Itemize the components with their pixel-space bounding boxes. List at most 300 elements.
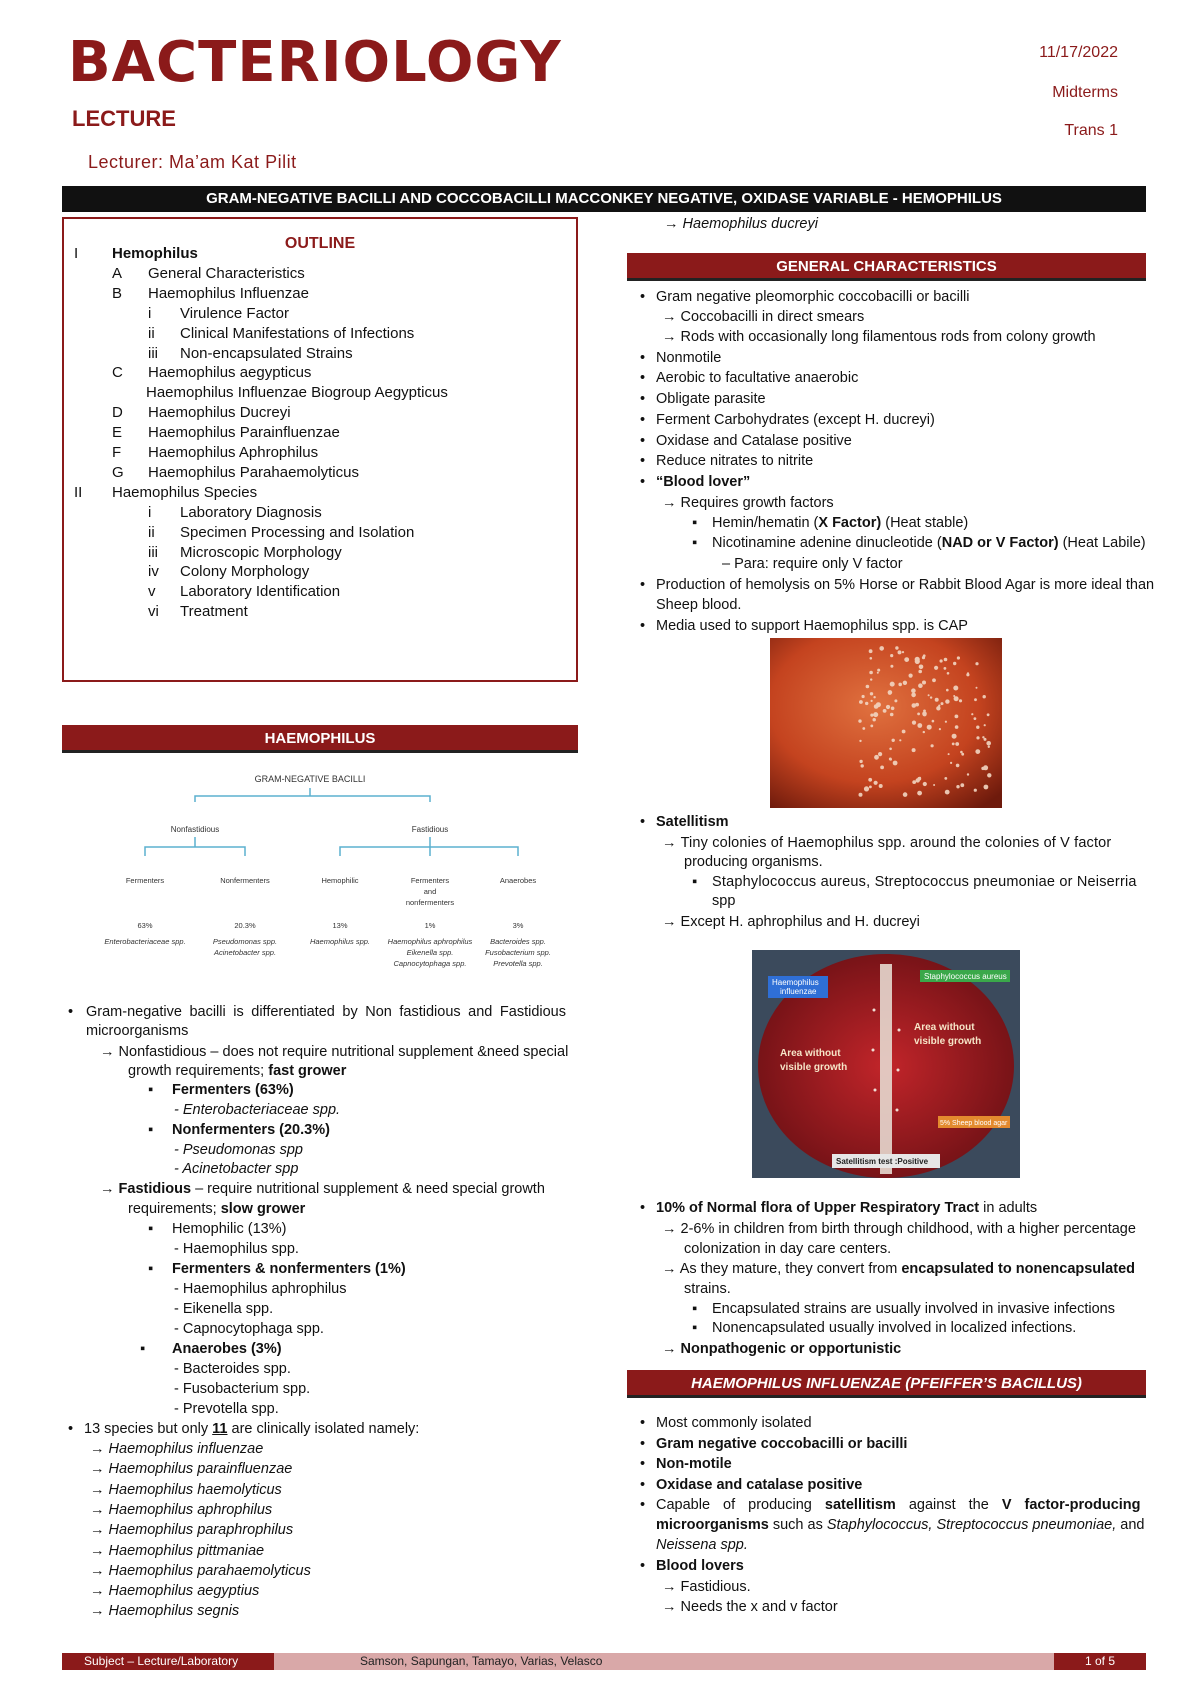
outline-number: E bbox=[112, 424, 123, 442]
bullet-glyph bbox=[692, 1300, 697, 1319]
nonfermenters bbox=[172, 1121, 330, 1140]
colony bbox=[862, 695, 865, 698]
text-fragment: Nonmotile bbox=[656, 350, 722, 366]
colony bbox=[859, 793, 863, 797]
text-fragment: Nicotinamine adenine dinucleotide ( bbox=[712, 535, 942, 551]
outline-item bbox=[64, 404, 564, 423]
diagram-left-branch: Nonfastidious bbox=[170, 825, 220, 834]
outline-number: B bbox=[112, 284, 123, 302]
text-fragment: Neissena spp. bbox=[656, 1537, 748, 1553]
colony bbox=[940, 659, 943, 662]
colony bbox=[915, 657, 920, 662]
flora-sub bbox=[662, 1340, 901, 1359]
colony bbox=[923, 782, 927, 786]
char-item bbox=[656, 617, 968, 636]
colony bbox=[922, 681, 926, 685]
colony bbox=[931, 744, 934, 747]
outline-item bbox=[64, 464, 564, 483]
char-item bbox=[656, 473, 750, 492]
outline-number: A bbox=[112, 264, 123, 282]
text-fragment: Production of hemolysis on 5% Horse or Rabbit Blood Agar is more ideal than bbox=[656, 577, 1155, 593]
text-fragment: → Tiny colonies of Haemophilus spp. around the colonies of V factor bbox=[662, 835, 1112, 851]
colony bbox=[974, 789, 977, 792]
colony bbox=[919, 777, 921, 779]
text-fragment: Fermenters (63%) bbox=[172, 1082, 294, 1098]
bullet-glyph bbox=[148, 1220, 153, 1239]
colony bbox=[858, 719, 861, 722]
species-item bbox=[90, 1481, 282, 1500]
text-fragment: encapsulated to nonencapsulated bbox=[901, 1261, 1136, 1277]
diagram-leaf-example: Acinetobacter spp. bbox=[213, 948, 277, 957]
colony bbox=[945, 790, 950, 795]
text-fragment: Blood lovers bbox=[656, 1558, 744, 1574]
colony bbox=[982, 736, 984, 738]
colony bbox=[883, 709, 887, 713]
text-fragment: colonization in day care centers. bbox=[684, 1241, 892, 1257]
char-item bbox=[656, 288, 970, 307]
colony bbox=[946, 689, 949, 692]
colony bbox=[870, 714, 873, 717]
text-fragment: X Factor) bbox=[818, 515, 882, 531]
diagram-leaf-example: Haemophilus spp. bbox=[309, 937, 371, 946]
text-fragment: Haemophilus parahaemolyticus bbox=[108, 1562, 311, 1579]
text-fragment: → As they mature, they convert from bbox=[662, 1261, 902, 1277]
exam: Midterms bbox=[1052, 84, 1118, 101]
label-area-line2: visible growth bbox=[780, 1062, 848, 1073]
sat-sub bbox=[662, 913, 920, 932]
bullet-glyph bbox=[68, 1003, 73, 1022]
text-fragment: → Needs the x and v factor bbox=[662, 1599, 838, 1615]
flora-sub2 bbox=[712, 1300, 1115, 1319]
label-test-result: Satellitism test :Positive bbox=[836, 1157, 929, 1166]
colony bbox=[933, 784, 935, 786]
diagram-leaf-percent: 13% bbox=[332, 921, 348, 930]
text-fragment: - Fusobacterium spp. bbox=[174, 1381, 311, 1397]
outline-item bbox=[64, 345, 564, 364]
species-intro bbox=[84, 1420, 419, 1439]
colony bbox=[898, 650, 902, 654]
outline-item bbox=[64, 265, 564, 284]
colony bbox=[865, 702, 868, 705]
text-fragment: Haemophilus paraphrophilus bbox=[108, 1522, 294, 1539]
hi-item bbox=[656, 1435, 907, 1454]
colony bbox=[956, 764, 960, 768]
text-fragment: V factor-producing bbox=[1001, 1497, 1141, 1513]
bullet-glyph bbox=[640, 432, 645, 451]
colony bbox=[868, 778, 872, 782]
text-fragment: Oxidase and Catalase positive bbox=[656, 433, 852, 449]
bullet-glyph bbox=[640, 473, 645, 492]
text-fragment: Gram negative coccobacilli or bacilli bbox=[656, 1436, 908, 1452]
bullet-glyph bbox=[68, 1420, 73, 1439]
colony bbox=[870, 725, 873, 728]
date: 11/17/2022 bbox=[1039, 44, 1118, 61]
example bbox=[174, 1101, 340, 1120]
text-fragment: Staphylococcus aureus, Streptococcus pneumoniae or Neiserria bbox=[712, 874, 1137, 890]
colony bbox=[955, 715, 959, 719]
outline-number: iii bbox=[148, 344, 158, 362]
text-fragment: producing organisms. bbox=[684, 854, 823, 870]
outline-item bbox=[64, 603, 564, 622]
outline-title: OUTLINE bbox=[284, 235, 356, 252]
nonfastidious-line bbox=[128, 1062, 346, 1081]
h-influenzae-header: HAEMOPHILUS INFLUENZAE (PFEIFFER’S BACILLUS) bbox=[627, 1370, 1146, 1398]
text-fragment: - Bacteroides spp. bbox=[174, 1361, 291, 1377]
page-title: BACTERIOLOGY bbox=[68, 30, 562, 95]
text-fragment: → bbox=[90, 1461, 105, 1478]
flora-sub bbox=[662, 1260, 1135, 1279]
text-fragment: → bbox=[90, 1603, 105, 1620]
species-item bbox=[90, 1440, 263, 1459]
fastidious-line bbox=[128, 1200, 305, 1219]
ducreyi-line bbox=[664, 215, 818, 234]
colony bbox=[902, 651, 904, 653]
diagram-leaf-example: Haemophilus aphrophilus bbox=[387, 937, 473, 946]
footer-page: 1 of 5 bbox=[1054, 1653, 1146, 1670]
diagram-leaf-example: Enterobacteriaceae spp. bbox=[104, 937, 186, 946]
satellitism bbox=[656, 813, 729, 832]
colony bbox=[974, 717, 977, 720]
outline-item bbox=[64, 325, 564, 344]
colony bbox=[904, 657, 909, 662]
text-fragment: Haemophilus parainfluenzae bbox=[108, 1461, 293, 1478]
colony bbox=[956, 785, 959, 788]
colony bbox=[953, 662, 956, 665]
bullet-glyph bbox=[640, 1557, 645, 1576]
outline-text: Haemophilus aegypticus bbox=[148, 364, 312, 382]
text-fragment: Haemophilus influenzae bbox=[108, 1441, 264, 1457]
text-fragment: → Nonfastidious – does not require nutritional supplement &need special bbox=[100, 1044, 569, 1060]
text-fragment: microorganisms bbox=[656, 1517, 769, 1533]
outline-text: Treatment bbox=[180, 603, 248, 621]
text-fragment: Satellitism bbox=[656, 814, 729, 830]
colony bbox=[861, 764, 864, 767]
colony bbox=[960, 783, 964, 787]
outline-text: Clinical Manifestations of Infections bbox=[180, 324, 415, 342]
text-fragment: → Rods with occasionally long filamentous rods from colony growth bbox=[662, 329, 1096, 345]
outline-number: vi bbox=[148, 603, 159, 621]
diagram-leaf-example: Prevotella spp. bbox=[493, 959, 543, 968]
outline-number: i bbox=[148, 304, 152, 322]
bullet-glyph bbox=[640, 390, 645, 409]
outline-item bbox=[64, 484, 564, 503]
diagram-leaf-percent: 1% bbox=[424, 921, 436, 930]
text-fragment: Oxidase and catalase positive bbox=[656, 1477, 863, 1493]
example bbox=[174, 1240, 299, 1259]
char-sub bbox=[662, 328, 1096, 347]
bullet-glyph bbox=[640, 617, 645, 636]
bullet-glyph bbox=[640, 369, 645, 388]
bullet-glyph bbox=[148, 1121, 153, 1140]
char-sub3 bbox=[722, 555, 903, 574]
colony bbox=[888, 692, 891, 695]
colony bbox=[930, 696, 932, 698]
colony bbox=[939, 728, 941, 730]
char-item bbox=[656, 596, 741, 615]
outline-item bbox=[64, 444, 564, 463]
text-fragment: Gram negative pleomorphic coccobacilli or bacilli bbox=[656, 289, 970, 305]
bullet-glyph bbox=[640, 1414, 645, 1433]
char-item bbox=[656, 432, 852, 451]
outline-text: Haemophilus Parahaemolyticus bbox=[148, 463, 359, 481]
bullet: ▪ bbox=[692, 1320, 698, 1336]
bullet: ▪ bbox=[692, 515, 698, 531]
outline-number: i bbox=[148, 503, 152, 521]
text-fragment: Gram-negative bacilli is differentiated by Non fastidious and Fastidious microorganisms bbox=[86, 1004, 566, 1039]
colony bbox=[945, 721, 947, 723]
outline-number: iii bbox=[148, 543, 158, 561]
hi-item bbox=[656, 1496, 1141, 1515]
text-fragment: spp bbox=[712, 893, 736, 909]
text-fragment: Haemophilus aegyptius bbox=[108, 1583, 260, 1600]
bullet: • bbox=[640, 412, 646, 428]
species-item bbox=[90, 1562, 311, 1581]
text-fragment: fast grower bbox=[268, 1063, 347, 1079]
bullet: ▪ bbox=[148, 1122, 154, 1138]
text-fragment: and bbox=[1116, 1517, 1145, 1533]
colony bbox=[869, 786, 872, 789]
outline-text: Haemophilus Ducreyi bbox=[148, 404, 291, 422]
outline-text: Non-encapsulated Strains bbox=[180, 344, 353, 362]
diagram-leaf-example: Bacteroides spp. bbox=[490, 937, 546, 946]
outline-text: Haemophilus Parainfluenzae bbox=[148, 424, 340, 442]
char-sub2 bbox=[712, 534, 1146, 553]
colony bbox=[959, 699, 962, 702]
bullet: • bbox=[640, 453, 646, 469]
colony bbox=[955, 742, 959, 746]
colony bbox=[892, 739, 895, 742]
species-item bbox=[90, 1542, 264, 1561]
text-fragment: - Acinetobacter spp bbox=[174, 1161, 299, 1177]
satellitism-test-photo bbox=[752, 950, 1020, 1178]
outline-item bbox=[64, 285, 564, 304]
colony bbox=[944, 777, 947, 780]
bullet: ▪ bbox=[148, 1261, 154, 1277]
bullet: ▪ bbox=[692, 1301, 698, 1317]
footer bbox=[62, 1653, 1146, 1670]
diagram-leaf-name: Nonfermenters bbox=[220, 876, 270, 885]
colony bbox=[932, 678, 936, 682]
colony bbox=[966, 673, 969, 676]
outline-number: I bbox=[74, 245, 79, 262]
outline-number: II bbox=[74, 483, 83, 501]
text-fragment: – Para: require only V factor bbox=[722, 556, 903, 572]
bullet: • bbox=[640, 618, 646, 634]
text-fragment: (Heat stable) bbox=[881, 515, 969, 531]
chocolate-agar-plate-photo bbox=[770, 638, 1002, 808]
colony bbox=[917, 791, 922, 796]
colony bbox=[928, 694, 930, 696]
hemophilic bbox=[172, 1220, 286, 1239]
outline-item bbox=[64, 504, 564, 523]
text-fragment: – require nutritional supplement & need special growth bbox=[191, 1181, 545, 1197]
colony bbox=[944, 658, 948, 662]
text-fragment: slow grower bbox=[220, 1201, 306, 1217]
colony bbox=[912, 721, 916, 725]
bullet-glyph bbox=[140, 1340, 145, 1359]
footer-authors: Samson, Sapungan, Tamayo, Varias, Velasco bbox=[274, 1653, 1054, 1670]
colony bbox=[890, 682, 895, 687]
colony bbox=[909, 674, 913, 678]
outline-number: ii bbox=[148, 523, 155, 541]
colony bbox=[932, 720, 935, 723]
colony bbox=[983, 695, 986, 698]
flora-sub bbox=[662, 1220, 1136, 1239]
char-item bbox=[656, 369, 858, 388]
colony bbox=[902, 730, 906, 734]
colony bbox=[878, 752, 882, 756]
colony bbox=[874, 755, 879, 760]
general-characteristics-header: GENERAL CHARACTERISTICS bbox=[627, 253, 1146, 281]
colony bbox=[859, 740, 861, 742]
colony bbox=[950, 762, 952, 764]
text-fragment: → bbox=[90, 1501, 105, 1518]
bullet-glyph bbox=[640, 576, 645, 595]
colony bbox=[888, 705, 890, 707]
colony bbox=[976, 687, 978, 689]
text-fragment: - Haemophilus spp. bbox=[174, 1241, 299, 1257]
colony bbox=[912, 748, 916, 752]
bullet: • bbox=[640, 433, 646, 449]
bullet: • bbox=[640, 1415, 646, 1431]
char-item bbox=[656, 576, 1154, 595]
example bbox=[174, 1300, 273, 1319]
lecturer: Lecturer: Ma’am Kat Pilit bbox=[88, 152, 297, 172]
sat-sub2 bbox=[712, 892, 735, 911]
colony bbox=[988, 746, 990, 748]
bullet: • bbox=[640, 474, 646, 490]
text-fragment: Capable of producing bbox=[656, 1497, 825, 1513]
bullet: • bbox=[640, 1456, 646, 1472]
text-fragment: Reduce nitrates to nitrite bbox=[656, 453, 814, 469]
colony bbox=[960, 751, 963, 754]
diagram-leaf-percent: 20.3% bbox=[234, 921, 256, 930]
label-area-line2: visible growth bbox=[914, 1036, 982, 1047]
colony bbox=[923, 731, 925, 733]
footer-subject: Subject – Lecture/Laboratory bbox=[62, 1653, 274, 1670]
text-fragment: → Except H. aphrophilus and H. ducreyi bbox=[662, 914, 920, 930]
text-fragment: Staphylococcus, Streptococcus pneumoniae, bbox=[826, 1517, 1117, 1533]
text-fragment: “Blood lover” bbox=[656, 474, 751, 490]
outline-number: G bbox=[112, 463, 124, 481]
colony bbox=[938, 705, 940, 707]
bullet-glyph bbox=[148, 1260, 153, 1279]
text-fragment: 13 species but only bbox=[84, 1421, 213, 1437]
outline-number: ii bbox=[148, 324, 155, 342]
nonfastidious-line bbox=[100, 1043, 568, 1062]
colony bbox=[873, 712, 878, 717]
colony bbox=[923, 713, 927, 717]
example bbox=[174, 1160, 298, 1179]
subtitle: LECTURE bbox=[72, 106, 176, 131]
colony bbox=[870, 678, 872, 680]
colony bbox=[927, 725, 932, 730]
flora-sub bbox=[684, 1240, 891, 1259]
bullet-glyph bbox=[640, 349, 645, 368]
outline-text: Haemophilus Species bbox=[112, 483, 258, 501]
colony bbox=[917, 723, 922, 728]
text-fragment: requirements; bbox=[128, 1201, 217, 1217]
sat-sub bbox=[662, 834, 1136, 853]
bullet: • bbox=[640, 1497, 646, 1513]
text-fragment: → bbox=[90, 1522, 105, 1539]
char-item bbox=[656, 349, 721, 368]
char-sub bbox=[662, 494, 834, 513]
colony bbox=[869, 649, 873, 653]
bullet-glyph bbox=[640, 452, 645, 471]
colony bbox=[967, 773, 969, 775]
bullet-glyph bbox=[640, 411, 645, 430]
text-fragment: Media used to support Haemophilus spp. is CAP bbox=[656, 618, 968, 634]
bullet: • bbox=[640, 391, 646, 407]
bullet: • bbox=[640, 350, 646, 366]
colony bbox=[952, 734, 957, 739]
diagram-leaf-name: Fermenters bbox=[410, 876, 450, 885]
colony bbox=[957, 656, 960, 659]
bullet-glyph bbox=[640, 1455, 645, 1474]
colony bbox=[877, 672, 879, 674]
colony bbox=[941, 702, 944, 705]
colony bbox=[935, 698, 939, 702]
text-fragment: → Fastidious. bbox=[662, 1579, 751, 1595]
gram-negative-tree-diagram bbox=[100, 768, 580, 973]
example bbox=[174, 1280, 347, 1299]
text-fragment: Aerobic to facultative anaerobic bbox=[656, 370, 859, 386]
bullet: • bbox=[640, 1477, 646, 1493]
outline-text: Laboratory Diagnosis bbox=[180, 503, 322, 521]
colony bbox=[983, 765, 988, 770]
colony bbox=[912, 780, 916, 784]
species-item bbox=[90, 1582, 259, 1601]
colony bbox=[987, 713, 990, 716]
ferm-nonferm bbox=[172, 1260, 406, 1279]
text-fragment: - Pseudomonas spp bbox=[174, 1142, 303, 1158]
label-sheep-blood-agar: 5% Sheep blood agar bbox=[940, 1120, 1008, 1127]
colony bbox=[974, 698, 977, 701]
species-item bbox=[90, 1501, 272, 1520]
outline-item bbox=[64, 364, 564, 383]
text-fragment: (Heat Labile) bbox=[1058, 535, 1146, 551]
colony bbox=[889, 748, 892, 751]
bullet: ▪ bbox=[148, 1221, 154, 1237]
text-fragment: → Haemophilus ducreyi bbox=[664, 216, 818, 232]
outline-text: Laboratory Identification bbox=[180, 583, 341, 601]
colony bbox=[936, 706, 940, 710]
outline-item bbox=[64, 544, 564, 563]
diagram-leaf-percent: 63% bbox=[137, 921, 153, 930]
bullet: • bbox=[640, 577, 646, 593]
colony bbox=[984, 724, 986, 726]
hi-item bbox=[656, 1516, 1144, 1535]
colony bbox=[918, 683, 923, 688]
colony bbox=[903, 792, 908, 797]
normal-flora bbox=[656, 1199, 1037, 1218]
bullet-glyph bbox=[640, 1435, 645, 1454]
hi-item bbox=[656, 1414, 812, 1433]
example bbox=[174, 1360, 291, 1379]
diagram-leaf-name: nonfermenters bbox=[405, 898, 455, 907]
outline-box bbox=[62, 217, 578, 682]
text-fragment: Encapsulated strains are usually involved in invasive infections bbox=[712, 1301, 1115, 1317]
colony bbox=[975, 749, 980, 754]
text-fragment: Nonfermenters (20.3%) bbox=[172, 1122, 330, 1138]
example bbox=[174, 1380, 310, 1399]
colony bbox=[934, 666, 938, 670]
bullet: ▪ bbox=[140, 1341, 146, 1357]
diagram-leaf-name: Hemophilic bbox=[321, 876, 359, 885]
text-fragment: Anaerobes (3%) bbox=[172, 1341, 282, 1357]
colony bbox=[893, 761, 898, 766]
